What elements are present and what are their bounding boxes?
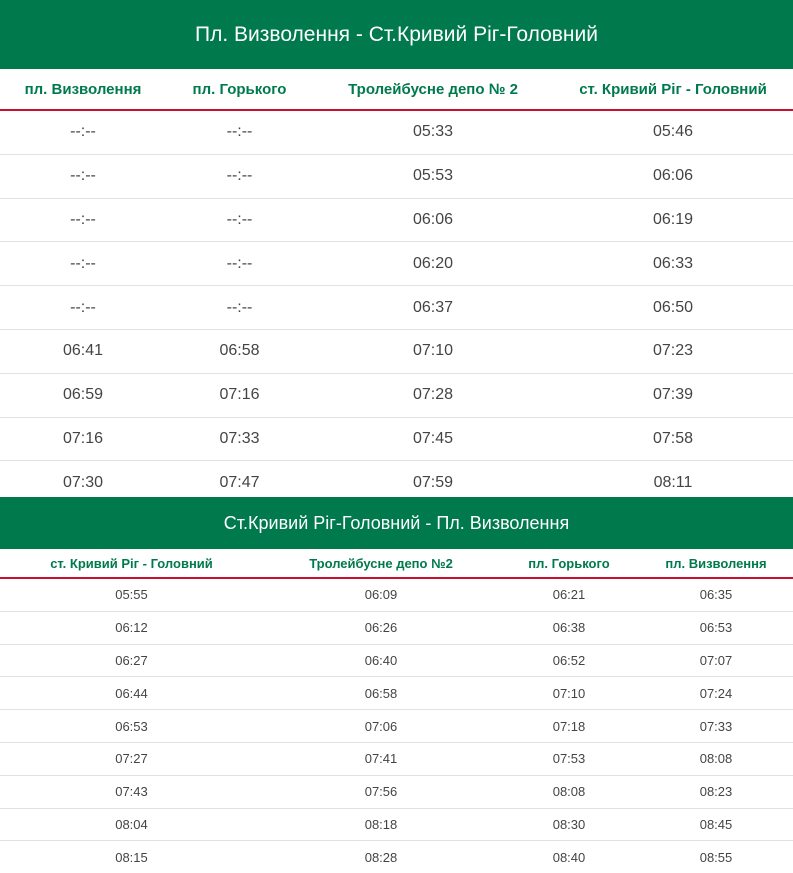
forward-table-body: [0, 110, 793, 497]
time-cell: 07:16: [0, 417, 166, 461]
time-cell: 05:55: [0, 578, 263, 611]
time-cell: 06:38: [499, 611, 639, 644]
time-cell: --:--: [0, 154, 166, 198]
column-header: Тролейбусне депо №2: [263, 549, 499, 578]
time-cell: 06:19: [553, 198, 793, 242]
time-cell: 06:40: [263, 644, 499, 677]
table-row: [0, 775, 793, 808]
table-row: [0, 373, 793, 417]
table-header-row: [0, 549, 793, 578]
time-cell: 06:53: [639, 611, 793, 644]
time-cell: 08:55: [639, 841, 793, 873]
forward-table-scroll[interactable]: [0, 69, 793, 497]
time-cell: 07:58: [553, 417, 793, 461]
time-cell: 06:09: [263, 578, 499, 611]
forward-schedule-title: Пл. Визволення - Ст.Кривий Ріг-Головний: [0, 0, 793, 69]
time-cell: 08:40: [499, 841, 639, 873]
column-header: пл. Визволення: [0, 69, 166, 110]
time-cell: --:--: [0, 242, 166, 286]
column-header: пл. Горького: [499, 549, 639, 578]
time-cell: 07:10: [499, 677, 639, 710]
time-cell: 08:08: [499, 775, 639, 808]
column-header: пл. Горького: [166, 69, 313, 110]
time-cell: 06:20: [313, 242, 553, 286]
table-row: [0, 110, 793, 154]
time-cell: 06:41: [0, 329, 166, 373]
time-cell: 07:41: [263, 742, 499, 775]
table-row: [0, 611, 793, 644]
time-cell: --:--: [166, 286, 313, 330]
table-row: [0, 644, 793, 677]
time-cell: 06:06: [313, 198, 553, 242]
backward-schedule-title: Ст.Кривий Ріг-Головний - Пл. Визволення: [0, 497, 793, 549]
time-cell: 08:23: [639, 775, 793, 808]
time-cell: 08:45: [639, 808, 793, 841]
time-cell: --:--: [0, 286, 166, 330]
time-cell: 06:06: [553, 154, 793, 198]
table-row: [0, 808, 793, 841]
time-cell: 08:08: [639, 742, 793, 775]
time-cell: 05:53: [313, 154, 553, 198]
time-cell: 08:28: [263, 841, 499, 873]
time-cell: 06:26: [263, 611, 499, 644]
column-header: пл. Визволення: [639, 549, 793, 578]
forward-schedule-table: [0, 69, 793, 497]
time-cell: 07:27: [0, 742, 263, 775]
table-row: [0, 286, 793, 330]
backward-table-body: [0, 578, 793, 873]
backward-schedule: [0, 497, 793, 873]
time-cell: --:--: [166, 198, 313, 242]
column-header: Тролейбусне депо № 2: [313, 69, 553, 110]
time-cell: 06:37: [313, 286, 553, 330]
time-cell: 07:06: [263, 710, 499, 743]
time-cell: 07:33: [166, 417, 313, 461]
time-cell: 06:52: [499, 644, 639, 677]
time-cell: 07:18: [499, 710, 639, 743]
table-row: [0, 461, 793, 497]
time-cell: 07:53: [499, 742, 639, 775]
time-cell: 06:27: [0, 644, 263, 677]
column-header: ст. Кривий Ріг - Головний: [0, 549, 263, 578]
time-cell: 07:59: [313, 461, 553, 497]
time-cell: 08:30: [499, 808, 639, 841]
table-row: [0, 742, 793, 775]
time-cell: 07:24: [639, 677, 793, 710]
backward-schedule-table: [0, 549, 793, 873]
time-cell: 06:53: [0, 710, 263, 743]
time-cell: 05:33: [313, 110, 553, 154]
time-cell: 08:15: [0, 841, 263, 873]
time-cell: 07:23: [553, 329, 793, 373]
time-cell: 06:50: [553, 286, 793, 330]
time-cell: 06:58: [166, 329, 313, 373]
time-cell: --:--: [0, 198, 166, 242]
table-row: [0, 154, 793, 198]
time-cell: 07:30: [0, 461, 166, 497]
table-row: [0, 417, 793, 461]
table-row: [0, 841, 793, 873]
time-cell: 06:33: [553, 242, 793, 286]
time-cell: 08:04: [0, 808, 263, 841]
time-cell: 08:11: [553, 461, 793, 497]
time-cell: 07:43: [0, 775, 263, 808]
table-row: [0, 578, 793, 611]
table-row: [0, 198, 793, 242]
time-cell: --:--: [166, 110, 313, 154]
time-cell: 07:28: [313, 373, 553, 417]
time-cell: 06:58: [263, 677, 499, 710]
time-cell: 07:33: [639, 710, 793, 743]
time-cell: 07:45: [313, 417, 553, 461]
time-cell: 07:47: [166, 461, 313, 497]
table-row: [0, 677, 793, 710]
time-cell: 08:18: [263, 808, 499, 841]
time-cell: 06:59: [0, 373, 166, 417]
time-cell: 07:07: [639, 644, 793, 677]
time-cell: 06:21: [499, 578, 639, 611]
table-row: [0, 329, 793, 373]
table-header-row: [0, 69, 793, 110]
time-cell: 07:56: [263, 775, 499, 808]
backward-table-scroll[interactable]: [0, 549, 793, 873]
time-cell: --:--: [166, 242, 313, 286]
time-cell: 07:39: [553, 373, 793, 417]
time-cell: 06:44: [0, 677, 263, 710]
time-cell: 06:35: [639, 578, 793, 611]
column-header: ст. Кривий Ріг - Головний: [553, 69, 793, 110]
time-cell: 07:16: [166, 373, 313, 417]
table-row: [0, 242, 793, 286]
time-cell: 07:10: [313, 329, 553, 373]
time-cell: 05:46: [553, 110, 793, 154]
time-cell: --:--: [166, 154, 313, 198]
time-cell: 06:12: [0, 611, 263, 644]
time-cell: --:--: [0, 110, 166, 154]
table-row: [0, 710, 793, 743]
